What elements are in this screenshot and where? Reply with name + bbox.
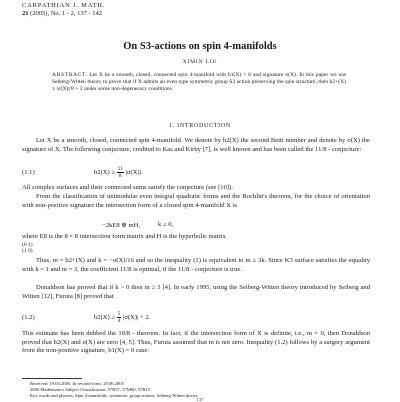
paragraph: From the classification of unimodular even integral quadratic forms and the Rochlin's theorem, for the choice of orientation with non-positive signature the intersection form of a closed spin 4-manifold X is <box>22 193 370 209</box>
journal-volume: 21 <box>22 10 29 17</box>
equation-1-1 <box>22 166 370 180</box>
fraction: $\frac{5}{4}$ <box>117 311 121 324</box>
equation-intersection-form <box>22 221 370 231</box>
footnote-keywords: Key words and phrases. Spin 4-manifolds, symmetric group actions, Seiberg-Witten theory. <box>30 393 199 398</box>
journal-issue: (2005), No. 1 - 2, 137 - 142 <box>30 10 102 17</box>
equation-tag: (1.2) <box>22 314 35 321</box>
equation-lhs: b2(X) ≥ <box>94 314 116 322</box>
page-number: 137 <box>196 397 204 402</box>
journal-header <box>22 2 105 18</box>
equation-rhs: |σ(X)| + 2. <box>123 314 151 322</box>
footnote-received: Received: 19.04.2005. In revised form: 29.06.2005 <box>30 381 124 386</box>
footnote-divider <box>22 378 82 379</box>
journal-volume-line <box>22 10 105 18</box>
paragraph: Donaldson has proved that if k > 0 then m ≥ 3 [4]. In early 1995, using the Seiberg-Witten theory introduced by Seiberg and Witten [12], Furuta [8] proved that <box>22 284 370 300</box>
fraction: $\frac{11}{8}$ <box>117 166 123 179</box>
section-heading: 1. INTRODUCTION <box>169 123 231 129</box>
paragraph: Let X be a smooth, closed, connected spin 4-manifold. We denote by b2(X) the second Betti number and denote by σ(X) the signature of X. The following conjecture, credited to Kas and Kirby [7], is well known and has been called the 11/8 - conjecture: <box>22 137 370 153</box>
equation-rhs: |σ(X)|. <box>125 169 143 177</box>
equation-tag: (1.1) <box>22 169 35 176</box>
author-name: XIMIN LIU <box>182 59 218 65</box>
equation-lhs: b2(X) ≥ <box>94 169 116 177</box>
paragraph: All complex surfaces and their connected sums satisfy the conjecture (see [10]). <box>22 184 233 191</box>
journal-name: CARPATHIAN J. MATH. <box>22 2 106 9</box>
paragraph: This estimate has been dubbed the 10/8 - theorem. In fact, if the intersection form of X is definite, i.e., m = 0, then Donaldson proved that b2(X) and σ(X) are zero [4, 5]. Thus, Furuta assumed that m is not zero. Inequality (1.2) follows by a surgery argument from the non-positive signature, b1(X) = 0 case: <box>22 330 370 355</box>
abstract <box>52 72 346 93</box>
abstract-label: ABSTRACT. <box>52 72 88 78</box>
equation-form: −2kE8 ⊕ mH, <box>102 222 140 229</box>
hyperbolic-matrix <box>22 242 370 256</box>
equation-1-2 <box>22 311 370 325</box>
abstract-text: Let X be a smooth, closed, connected spin 4-manifold with b1(X) = 0 and signature σ(X). In this paper we use Seiberg-Witten theory to prove that if X admits an even type symmetric group S3 action preserving the spin structure, then b2+(X) ≥ |σ(X)|/8 + 2 under some non-degeneracy conditions. <box>52 72 346 92</box>
paper-title: On S3-actions on spin 4-manifolds <box>123 41 277 52</box>
paragraph: Thus, m = b2+(X) and k = −σ(X)/16 and so the inequality (1) is equivalent to m ≥ 3k. Since K3 surface satisfies the equality with k = 1 and m = 3, the coefficient 11/8 is optimal, if the 11/8 - conjecture is true. <box>22 257 370 273</box>
matrix: (0 1) (1 0) <box>22 242 33 254</box>
footnote-msc: 2000 Mathematics Subject Classification. 57R57, 57M60, 57R15. <box>30 387 152 392</box>
equation-form-condition: k ≥ 0, <box>158 221 174 228</box>
paragraph: where E8 is the 8 × 8 intersection form matrix and H is the hyperbolic matrix <box>22 233 226 240</box>
